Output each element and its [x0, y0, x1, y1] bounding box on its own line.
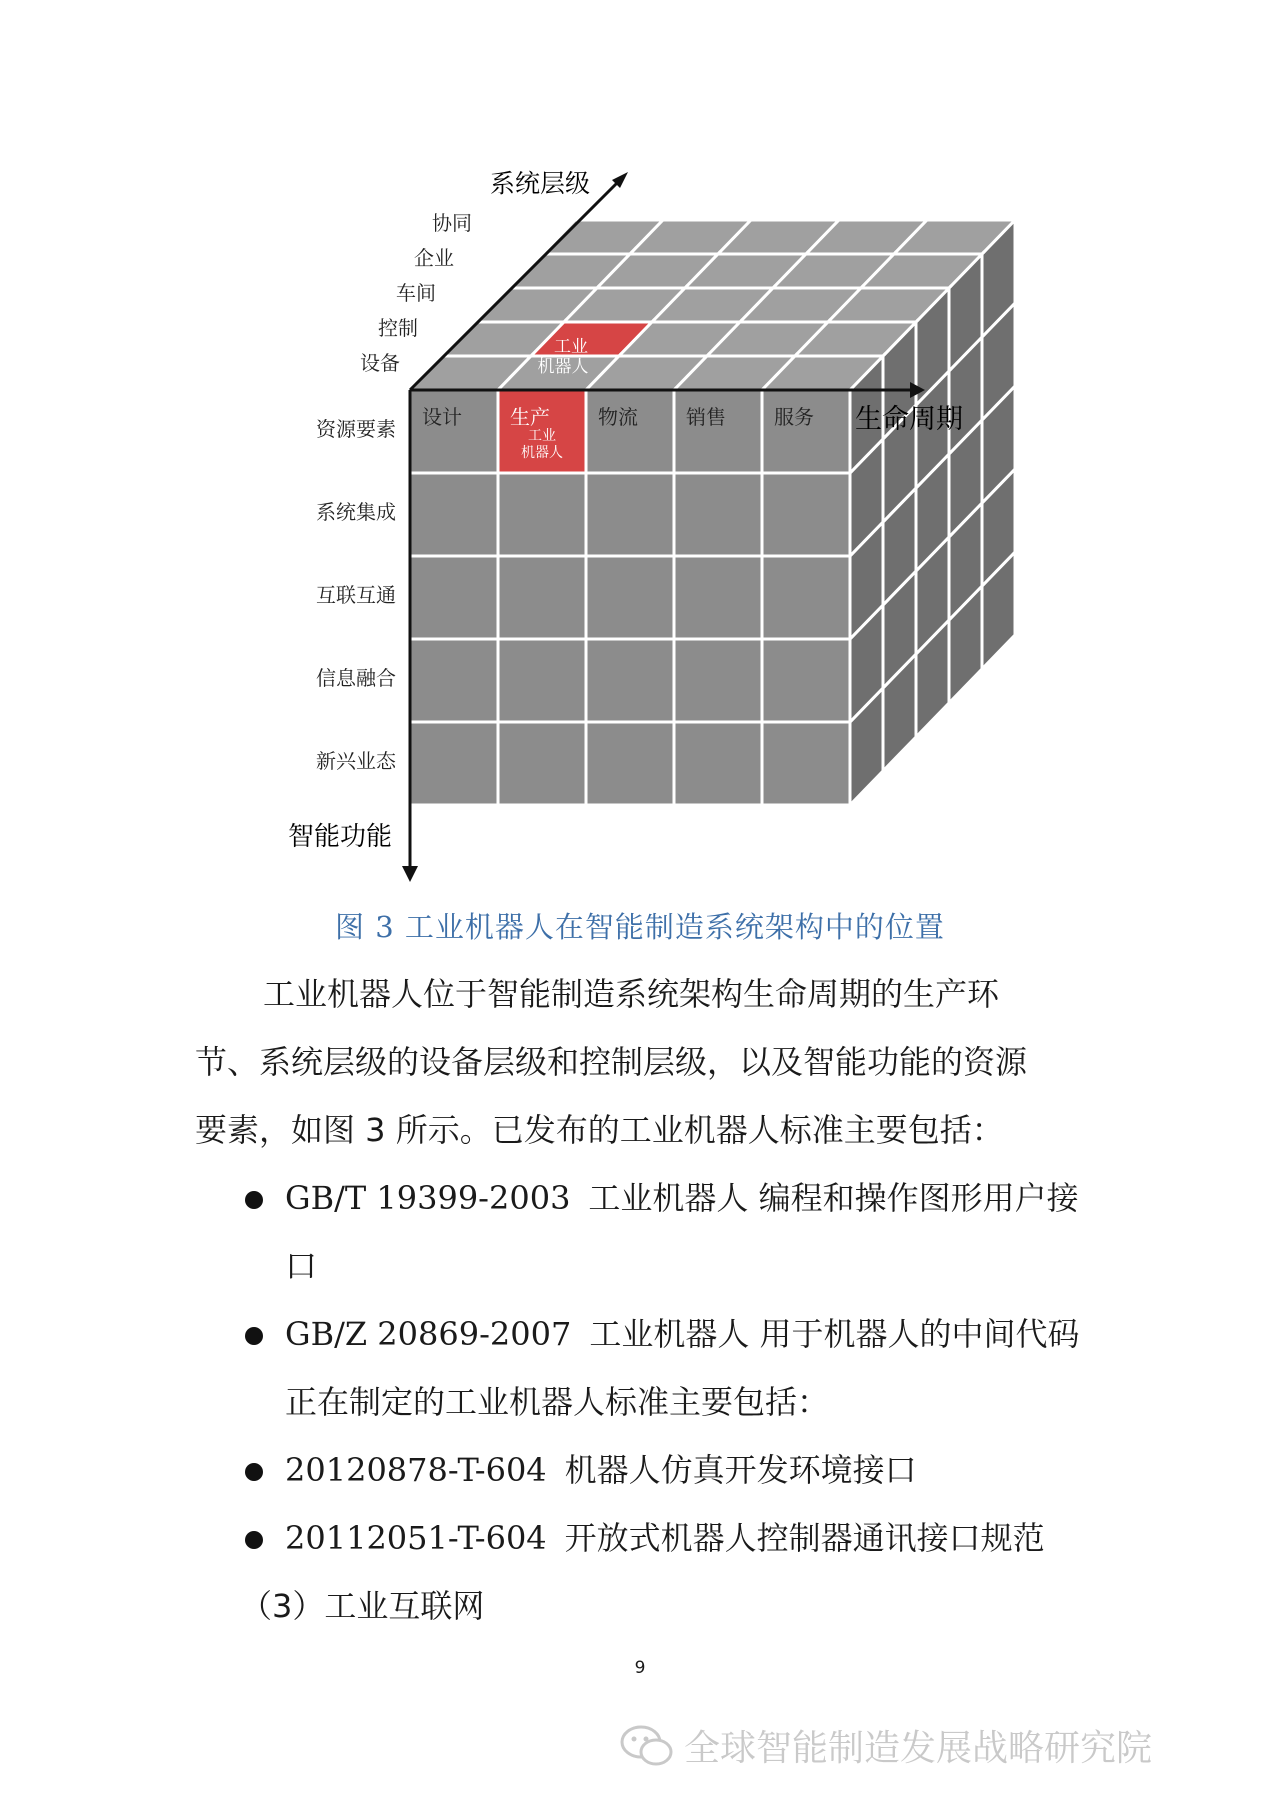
lifecycle-label: 生产 — [510, 405, 550, 429]
intelligent-function-arrowhead — [402, 866, 418, 882]
page-number: 9 — [634, 1658, 646, 1678]
standard-item — [285, 1300, 1080, 1368]
cube-front-face — [586, 390, 674, 473]
highlight-top-label: 工业 — [554, 337, 588, 357]
cube-front-face — [586, 639, 674, 722]
lifecycle-label: 设计 — [422, 405, 462, 429]
cube-front-face — [762, 722, 850, 805]
standard-code: GB/T 19399-2003 — [285, 1179, 571, 1217]
lifecycle-label: 服务 — [774, 405, 814, 429]
cube-front-face — [586, 473, 674, 556]
highlight-front-label: 工业 — [528, 428, 556, 444]
intelligent-function-label: 互联互通 — [316, 583, 396, 607]
intelligent-function-label: 资源要素 — [316, 417, 396, 441]
standard-code: 20112051-T-604 — [285, 1519, 547, 1557]
intelligent-function-label: 信息融合 — [316, 666, 396, 690]
standard-code: GB/Z 20869-2007 — [285, 1315, 572, 1353]
in-progress-intro: 正在制定的工业机器人标准主要包括： — [285, 1383, 830, 1421]
cube-grid — [410, 220, 1015, 805]
intelligent-function-label: 新兴业态 — [316, 749, 396, 773]
standard-title-continuation: 口 — [285, 1247, 318, 1285]
cube-front-face — [674, 639, 762, 722]
paragraph-line-2: 节、系统层级的设备层级和控制层级，以及智能功能的资源 — [195, 1043, 1028, 1081]
axis-label-intelligent-function: 智能功能 — [288, 822, 393, 852]
axis-label-system-level: 系统层级 — [490, 169, 591, 198]
standard-title: 开放式机器人控制器通讯接口规范 — [564, 1519, 1045, 1557]
cube-front-face — [674, 473, 762, 556]
cube-front-face — [674, 390, 762, 473]
lifecycle-label: 物流 — [598, 405, 638, 429]
cube-front-face — [586, 556, 674, 639]
cube-front-face — [586, 722, 674, 805]
cube-front-face — [410, 722, 498, 805]
cube-front-face — [762, 556, 850, 639]
cube-front-face — [762, 390, 850, 473]
standard-item — [285, 1164, 1079, 1232]
cube-front-face — [410, 556, 498, 639]
highlight-front-label: 机器人 — [521, 445, 563, 461]
paragraph-line-3: 要素，如图 3 所示。已发布的工业机器人标准主要包括： — [195, 1111, 1004, 1149]
system-level-label: 协同 — [432, 211, 472, 235]
standard-item — [285, 1504, 1045, 1572]
section-heading: （3）工业互联网 — [240, 1587, 485, 1625]
system-level-label: 企业 — [414, 246, 454, 270]
paragraph-line-1: 工业机器人位于智能制造系统架构生命周期的生产环 — [263, 975, 1000, 1013]
watermark-text: 全球智能制造发展战略研究院 — [684, 1728, 1153, 1769]
standard-title: 工业机器人 编程和操作图形用户接 — [588, 1179, 1079, 1217]
cube-front-face — [498, 639, 586, 722]
system-level-label: 设备 — [360, 351, 400, 375]
cube-front-face — [498, 473, 586, 556]
standard-title: 机器人仿真开发环境接口 — [564, 1451, 917, 1489]
architecture-cube-diagram — [0, 0, 1280, 900]
cube-front-face — [498, 556, 586, 639]
cube-front-face — [410, 390, 498, 473]
watermark — [620, 1720, 1152, 1771]
highlight-top-label: 机器人 — [537, 357, 589, 377]
figure-caption: 图 3 工业机器人在智能制造系统架构中的位置 — [335, 910, 945, 944]
cube-front-face — [674, 556, 762, 639]
lifecycle-label: 销售 — [686, 405, 726, 429]
system-level-label: 车间 — [396, 281, 436, 305]
system-level-label: 控制 — [378, 316, 418, 340]
wechat-icon — [620, 1724, 674, 1768]
cube-front-face — [674, 722, 762, 805]
cube-front-face — [410, 473, 498, 556]
standard-code: 20120878-T-604 — [285, 1451, 547, 1489]
intelligent-function-label: 系统集成 — [316, 500, 396, 524]
cube-front-face — [410, 639, 498, 722]
axis-label-lifecycle: 生命周期 — [855, 404, 963, 435]
cube-front-face — [762, 639, 850, 722]
standard-title: 工业机器人 用于机器人的中间代码 — [589, 1315, 1080, 1353]
cube-front-face — [762, 473, 850, 556]
standard-item — [285, 1436, 917, 1504]
cube-front-face — [498, 722, 586, 805]
